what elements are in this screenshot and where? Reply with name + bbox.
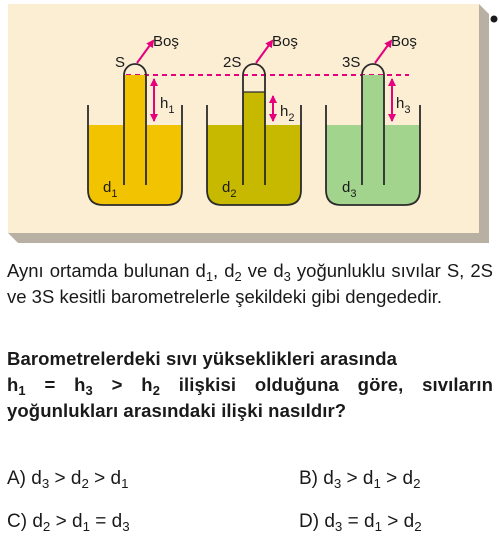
tube-liquid-d1 [124, 75, 146, 185]
empty-label-3: Boş [391, 33, 417, 50]
question-prompt: Barometrelerdeki sıvı yükseklikleri arasında $h_1 = h_3 > h_2$ ilişkisi olduğuna göre, sıvıların yoğunlukları arasındaki ilişki nasıldır? [7, 348, 493, 421]
height-label-1: $h_1$ [160, 95, 175, 116]
option-b[interactable]: B) $d_3 > d_1 > d_2$ [299, 468, 421, 491]
option-d[interactable]: D) $d_3 = d_1 > d_2$ [299, 511, 422, 534]
option-a[interactable]: A) $d_3 > d_2 > d_1$ [7, 468, 129, 491]
empty-label-1: Boş [153, 33, 179, 50]
empty-label-2: Boş [272, 33, 298, 50]
area-label-3: 3S [342, 54, 361, 71]
density-label-3: $d_3$ [342, 179, 357, 200]
density-label-2: $d_2$ [222, 179, 237, 200]
corner-dot [491, 16, 498, 23]
question-prompt-line1: Barometrelerdeki sıvı yükseklikleri arasında [7, 348, 398, 369]
height-label-3: $h_3$ [396, 95, 411, 116]
tube-liquid-d2 [243, 92, 265, 185]
height-label-2: $h_2$ [280, 103, 295, 124]
barometer-figure [0, 0, 499, 250]
area-label-1: S [115, 54, 126, 71]
density-label-1: $d_1$ [103, 179, 118, 200]
tube-liquid-d3 [362, 75, 384, 185]
area-label-2: 2S [223, 54, 242, 71]
question-intro: Aynı ortamda bulunan $d_1$, $d_2$ ve $d_3$ yoğunluklu sıvılar S, 2S ve 3S kesitli barometrelerle şekildeki gibi dengededir. [7, 260, 493, 307]
option-c[interactable]: C) $d_2 > d_1 = d_3$ [7, 511, 130, 534]
